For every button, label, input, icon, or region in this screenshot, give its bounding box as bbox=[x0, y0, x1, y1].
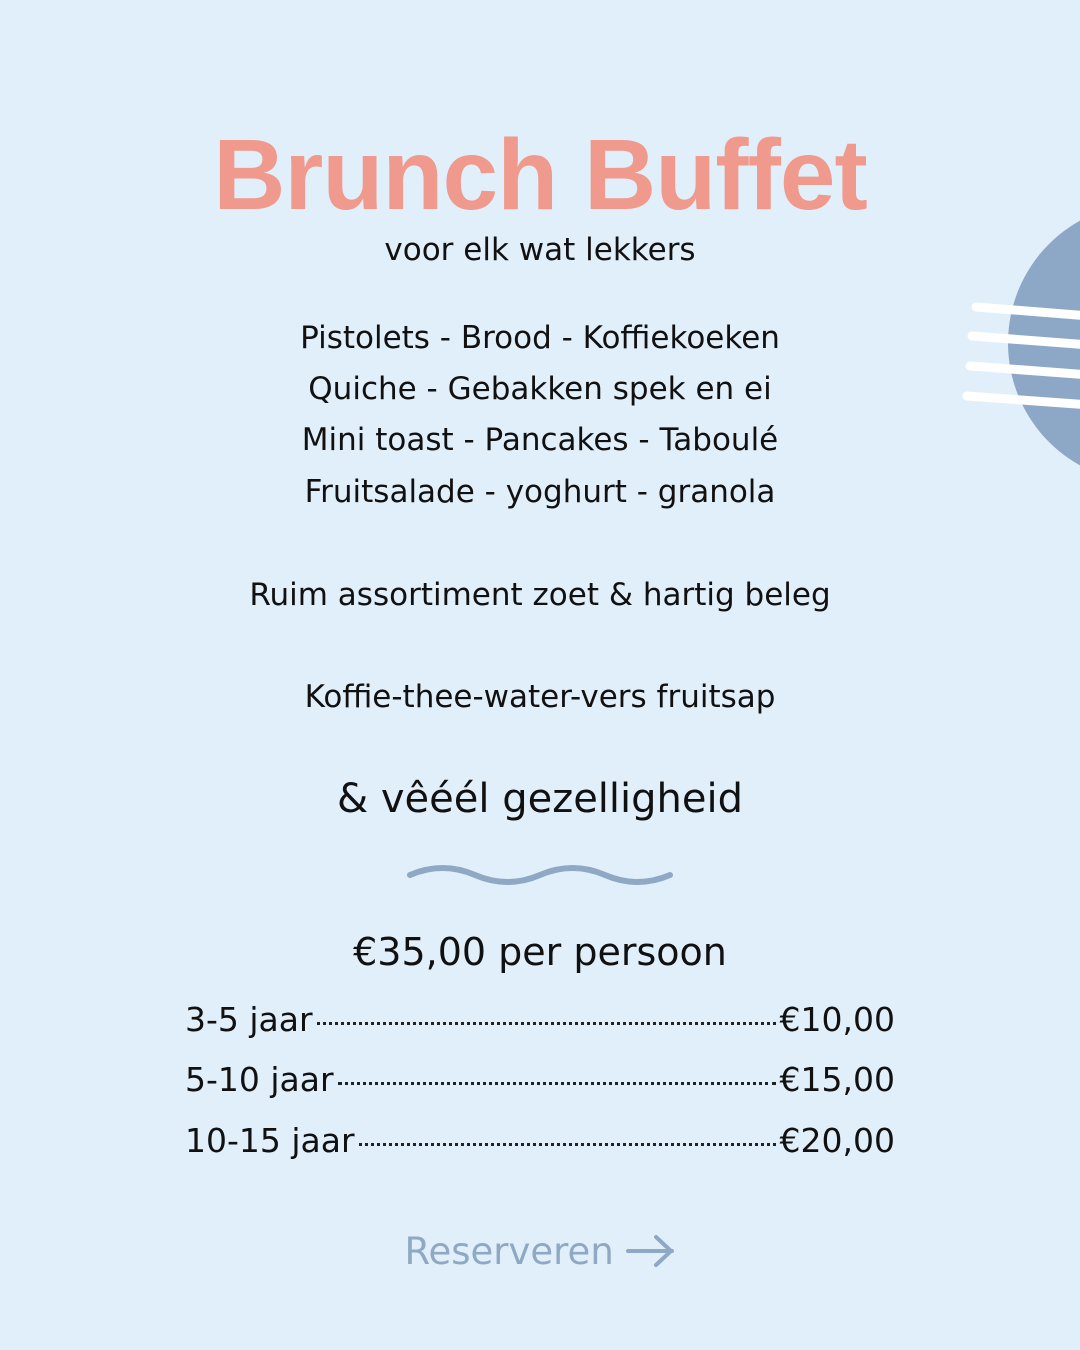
price-row bbox=[185, 1000, 895, 1039]
age-price: €10,00 bbox=[779, 1000, 895, 1039]
reserve-link[interactable] bbox=[0, 1230, 1080, 1273]
menu-line: Pistolets - Brood - Koffiekoeken bbox=[300, 320, 780, 356]
dot-leader bbox=[317, 1022, 776, 1025]
drinks-text: Koffie-thee-water-vers fruitsap bbox=[304, 679, 776, 715]
reserve-label: Reserveren bbox=[404, 1230, 614, 1273]
age-label: 10-15 jaar bbox=[185, 1121, 355, 1160]
age-label: 5-10 jaar bbox=[185, 1060, 334, 1099]
price-row bbox=[185, 1060, 895, 1099]
assortment-text: Ruim assortiment zoet & hartig beleg bbox=[249, 577, 831, 613]
price-row bbox=[185, 1121, 895, 1160]
menu-line: Fruitsalade - yoghurt - granola bbox=[304, 474, 776, 510]
dot-leader bbox=[338, 1082, 776, 1085]
age-price: €15,00 bbox=[779, 1060, 895, 1099]
price-main: €35,00 per persoon bbox=[353, 930, 727, 974]
wave-divider bbox=[410, 868, 670, 882]
page-title: Brunch Buffet bbox=[213, 119, 867, 231]
age-label: 3-5 jaar bbox=[185, 1000, 313, 1039]
age-price: €20,00 bbox=[779, 1121, 895, 1160]
menu-line: Quiche - Gebakken spek en ei bbox=[308, 371, 772, 407]
dot-leader bbox=[359, 1143, 776, 1146]
arrow-right-icon bbox=[626, 1234, 676, 1268]
subtitle: voor elk wat lekkers bbox=[384, 232, 696, 268]
menu-line: Mini toast - Pancakes - Taboulé bbox=[301, 422, 779, 458]
extra-text: & vêéél gezelligheid bbox=[336, 776, 744, 822]
